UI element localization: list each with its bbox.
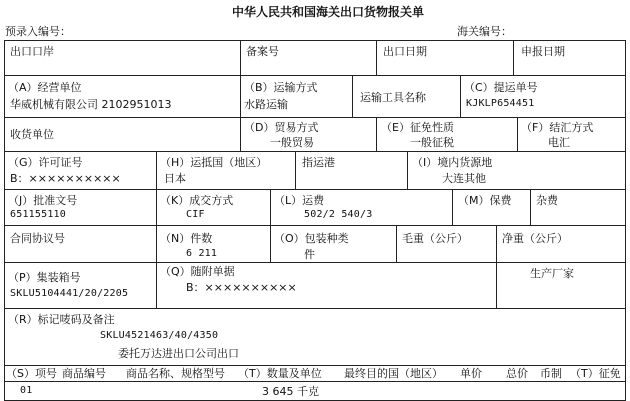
customs-number-label: 海关编号：	[457, 25, 512, 38]
levy-nature-label: （E）征免性质	[381, 121, 454, 134]
declare-date-label: 申报日期	[521, 45, 565, 58]
levy-nature-value: 一般征税	[410, 136, 454, 149]
transport-mode-value: 水路运输	[244, 98, 288, 111]
prerecord-number-label: 预录入编号：	[5, 25, 71, 38]
goods-source-label: （I）境内货源地	[412, 156, 493, 169]
attached-documents-value: B：××××××××××	[186, 281, 297, 294]
insurance-label: （M）保费	[458, 194, 512, 207]
currency-header: 币制	[540, 367, 562, 380]
total-price-header: 总价	[506, 367, 528, 380]
quantity-header: （T）数量及单位	[238, 367, 322, 380]
approval-number-label: （J）批准文号	[8, 194, 78, 207]
net-weight-label: 净重（公斤）	[502, 232, 568, 245]
transaction-terms-label: （K）成交方式	[160, 194, 234, 207]
goods-source-value: 大连其他	[442, 172, 486, 185]
container-number-value: SKLU5104441/20/2205	[10, 288, 129, 299]
settlement-value: 电汇	[548, 136, 570, 149]
package-type-value: 件	[304, 248, 315, 261]
page-title: 中华人民共和国海关出口货物报关单	[232, 5, 425, 19]
transport-mode-label: （B）运输方式	[244, 81, 318, 94]
trade-mode-value: 一般贸易	[270, 136, 314, 149]
declaration-form	[4, 40, 626, 401]
license-label: （G）许可证号	[8, 156, 83, 169]
remarks-value: 委托万达进出口公司出口	[118, 347, 239, 360]
package-type-label: （O）包装种类	[274, 232, 349, 245]
consignee-label: 收货单位	[10, 128, 54, 141]
destination-port-label: 指运港	[302, 156, 335, 169]
operator-label: （A）经营单位	[8, 81, 82, 94]
vehicle-name-label: 运输工具名称	[360, 91, 426, 104]
levy-header: （T）征免	[570, 367, 621, 380]
operator-value: 华威机械有限公司 2102951013	[10, 98, 172, 111]
bill-of-lading-label: （C）提运单号	[464, 81, 538, 94]
trade-mode-label: （D）贸易方式	[244, 121, 319, 134]
quantity-value: 3 645 千克	[262, 385, 319, 398]
marks-remarks-label: （R）标记唛码及备注	[8, 313, 115, 326]
item-number-header: （S）项号	[6, 367, 57, 380]
pieces-value: 6 211	[186, 248, 218, 259]
bill-of-lading-value: KJKLP654451	[466, 98, 535, 109]
settlement-label: （F）结汇方式	[521, 121, 594, 134]
export-port-label: 出口口岸	[10, 45, 54, 58]
approval-number-value: 651155110	[10, 209, 66, 220]
manufacturer-label: 生产厂家	[530, 267, 574, 280]
container-number-label: （P）集装箱号	[8, 271, 81, 284]
marks-value: SKLU4521463/40/4350	[100, 330, 219, 341]
misc-fee-label: 杂费	[536, 194, 558, 207]
attached-documents-label: （Q）随附单据	[160, 265, 235, 278]
freight-value: 502/2 540/3	[304, 209, 373, 220]
record-number-label: 备案号	[246, 45, 279, 58]
item-number-value: 01	[20, 385, 33, 396]
final-destination-header: 最终目的国（地区）	[344, 367, 443, 380]
transaction-terms-value: CIF	[186, 209, 205, 220]
export-date-label: 出口日期	[383, 45, 427, 58]
destination-country-label: （H）运抵国（地区）	[160, 156, 268, 169]
license-value: B：××××××××××	[10, 172, 121, 185]
unit-price-header: 单价	[460, 367, 482, 380]
destination-country-value: 日本	[164, 172, 186, 185]
pieces-label: （N）件数	[160, 232, 213, 245]
contract-number-label: 合同协议号	[10, 232, 65, 245]
commodity-name-header: 商品名称、规格型号	[126, 367, 225, 380]
commodity-code-header: 商品编号	[62, 367, 106, 380]
freight-label: （L）运费	[274, 194, 325, 207]
gross-weight-label: 毛重（公斤）	[402, 232, 468, 245]
